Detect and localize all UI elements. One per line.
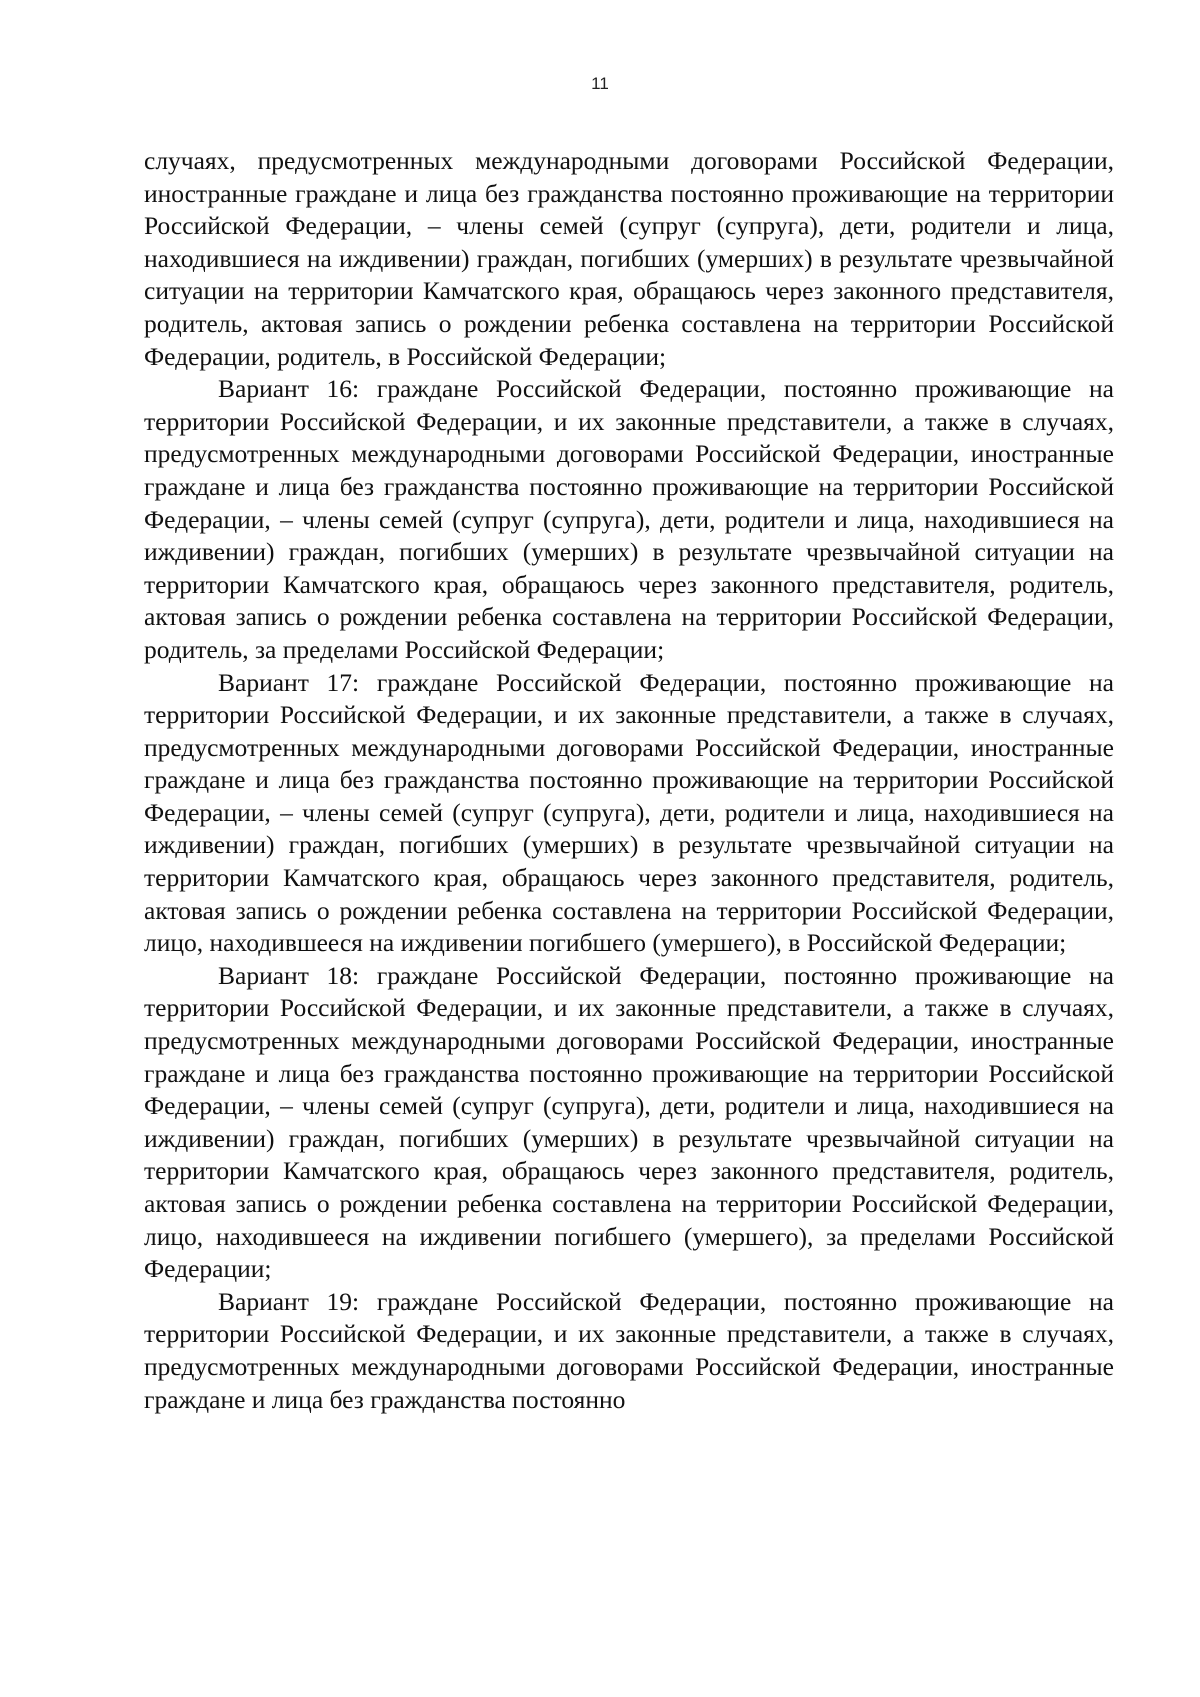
paragraph-variant-17: Вариант 17: граждане Российской Федерации, постоянно проживающие на территории Российской Федерации, и их законные представители, а также в случаях, предусмотренных международными договорами Российской Федерации, иностранные граждане и лица без гражданства постоянно проживающие на территории Российской Федерации, – члены семей (супруг (супруга), дети, родители и лица, находившиеся на иждивении) граждан, погибших (умерших) в результате чрезвычайной ситуации на территории Камчатского края, обращаюсь через законного представителя, родитель, актовая запись о рождении ребенка составлена на территории Российской Федерации, лицо, находившееся на иждивении погибшего (умершего), в Российской Федерации; xyxy=(144,667,1114,958)
page-number: 11 xyxy=(591,74,609,93)
paragraph-variant-16: Вариант 16: граждане Российской Федерации, постоянно проживающие на территории Российской Федерации, и их законные представители, а также в случаях, предусмотренных международными договорами Российской Федерации, иностранные граждане и лица без гражданства постоянно проживающие на территории Российской Федерации, – члены семей (супруг (супруга), дети, родители и лица, находившиеся на иждивении) граждан, погибших (умерших) в результате чрезвычайной ситуации на территории Камчатского края, обращаюсь через законного представителя, родитель, актовая запись о рождении ребенка составлена на территории Российской Федерации, родитель, за пределами Российской Федерации; xyxy=(144,374,1114,664)
document-body xyxy=(144,145,1114,1416)
paragraph-continuation: случаях, предусмотренных международными договорами Российской Федерации, иностранные граждане и лица без гражданства постоянно проживающие на территории Российской Федерации, – члены семей (супруг (супруга), дети, родители и лица, находившиеся на иждивении) граждан, погибших (умерших) в результате чрезвычайной ситуации на территории Камчатского края, обращаюсь через законного представителя, родитель, актовая запись о рождении ребенка составлена на территории Российской Федерации, родитель, в Российской Федерации; xyxy=(144,146,1114,371)
paragraph-variant-18: Вариант 18: граждане Российской Федерации, постоянно проживающие на территории Российской Федерации, и их законные представители, а также в случаях, предусмотренных международными договорами Российской Федерации, иностранные граждане и лица без гражданства постоянно проживающие на территории Российской Федерации, – члены семей (супруг (супруга), дети, родители и лица, находившиеся на иждивении) граждан, погибших (умерших) в результате чрезвычайной ситуации на территории Камчатского края, обращаюсь через законного представителя, родитель, актовая запись о рождении ребенка составлена на территории Российской Федерации, лицо, находившееся на иждивении погибшего (умершего), за пределами Российской Федерации; xyxy=(144,960,1114,1284)
paragraph-variant-19: Вариант 19: граждане Российской Федерации, постоянно проживающие на территории Российской Федерации, и их законные представители, а также в случаях, предусмотренных международными договорами Российской Федерации, иностранные граждане и лица без гражданства постоянно xyxy=(144,1286,1114,1414)
